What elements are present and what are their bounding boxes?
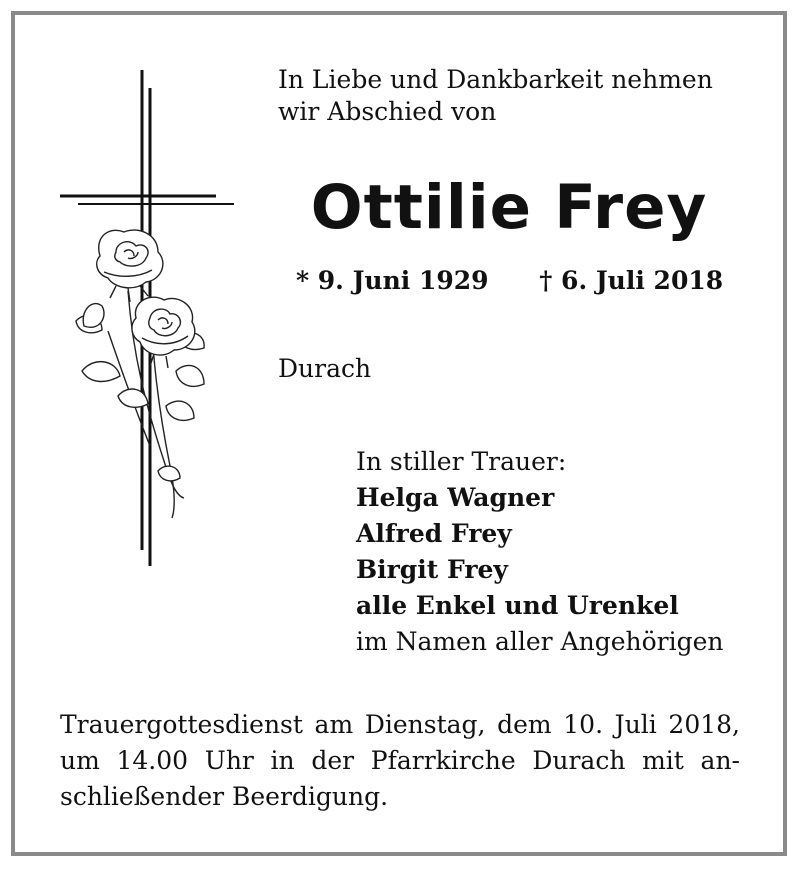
mourners-block bbox=[356, 444, 724, 660]
birth-date: * 9. Juni 1929 bbox=[296, 266, 489, 295]
service-line: schließender Beerdigung. bbox=[60, 782, 389, 811]
service-announcement bbox=[60, 707, 740, 815]
residence-place: Durach bbox=[278, 354, 372, 383]
mourners-heading: In stiller Trauer: bbox=[356, 447, 567, 476]
intro-text bbox=[278, 64, 713, 128]
service-line: um 14.00 Uhr in der Pfarrkirche Durach mit an- bbox=[60, 746, 740, 775]
mourner-name: alle Enkel und Urenkel bbox=[356, 591, 679, 620]
cross-with-roses-icon bbox=[58, 66, 240, 570]
intro-line-2: wir Abschied von bbox=[278, 97, 497, 126]
mourner-name: Alfred Frey bbox=[356, 519, 512, 548]
mourner-name: Birgit Frey bbox=[356, 555, 508, 584]
mourner-name: Helga Wagner bbox=[356, 483, 555, 512]
mourners-closing: im Namen aller Angehörigen bbox=[356, 627, 724, 656]
intro-line-1: In Liebe und Dankbarkeit nehmen bbox=[278, 65, 713, 94]
life-dates bbox=[296, 264, 723, 298]
deceased-name: Ottilie Frey bbox=[310, 172, 708, 243]
service-line: Trauergottesdienst am Dienstag, dem 10. Juli 2018, bbox=[60, 710, 740, 739]
death-date: † 6. Juli 2018 bbox=[539, 266, 724, 295]
